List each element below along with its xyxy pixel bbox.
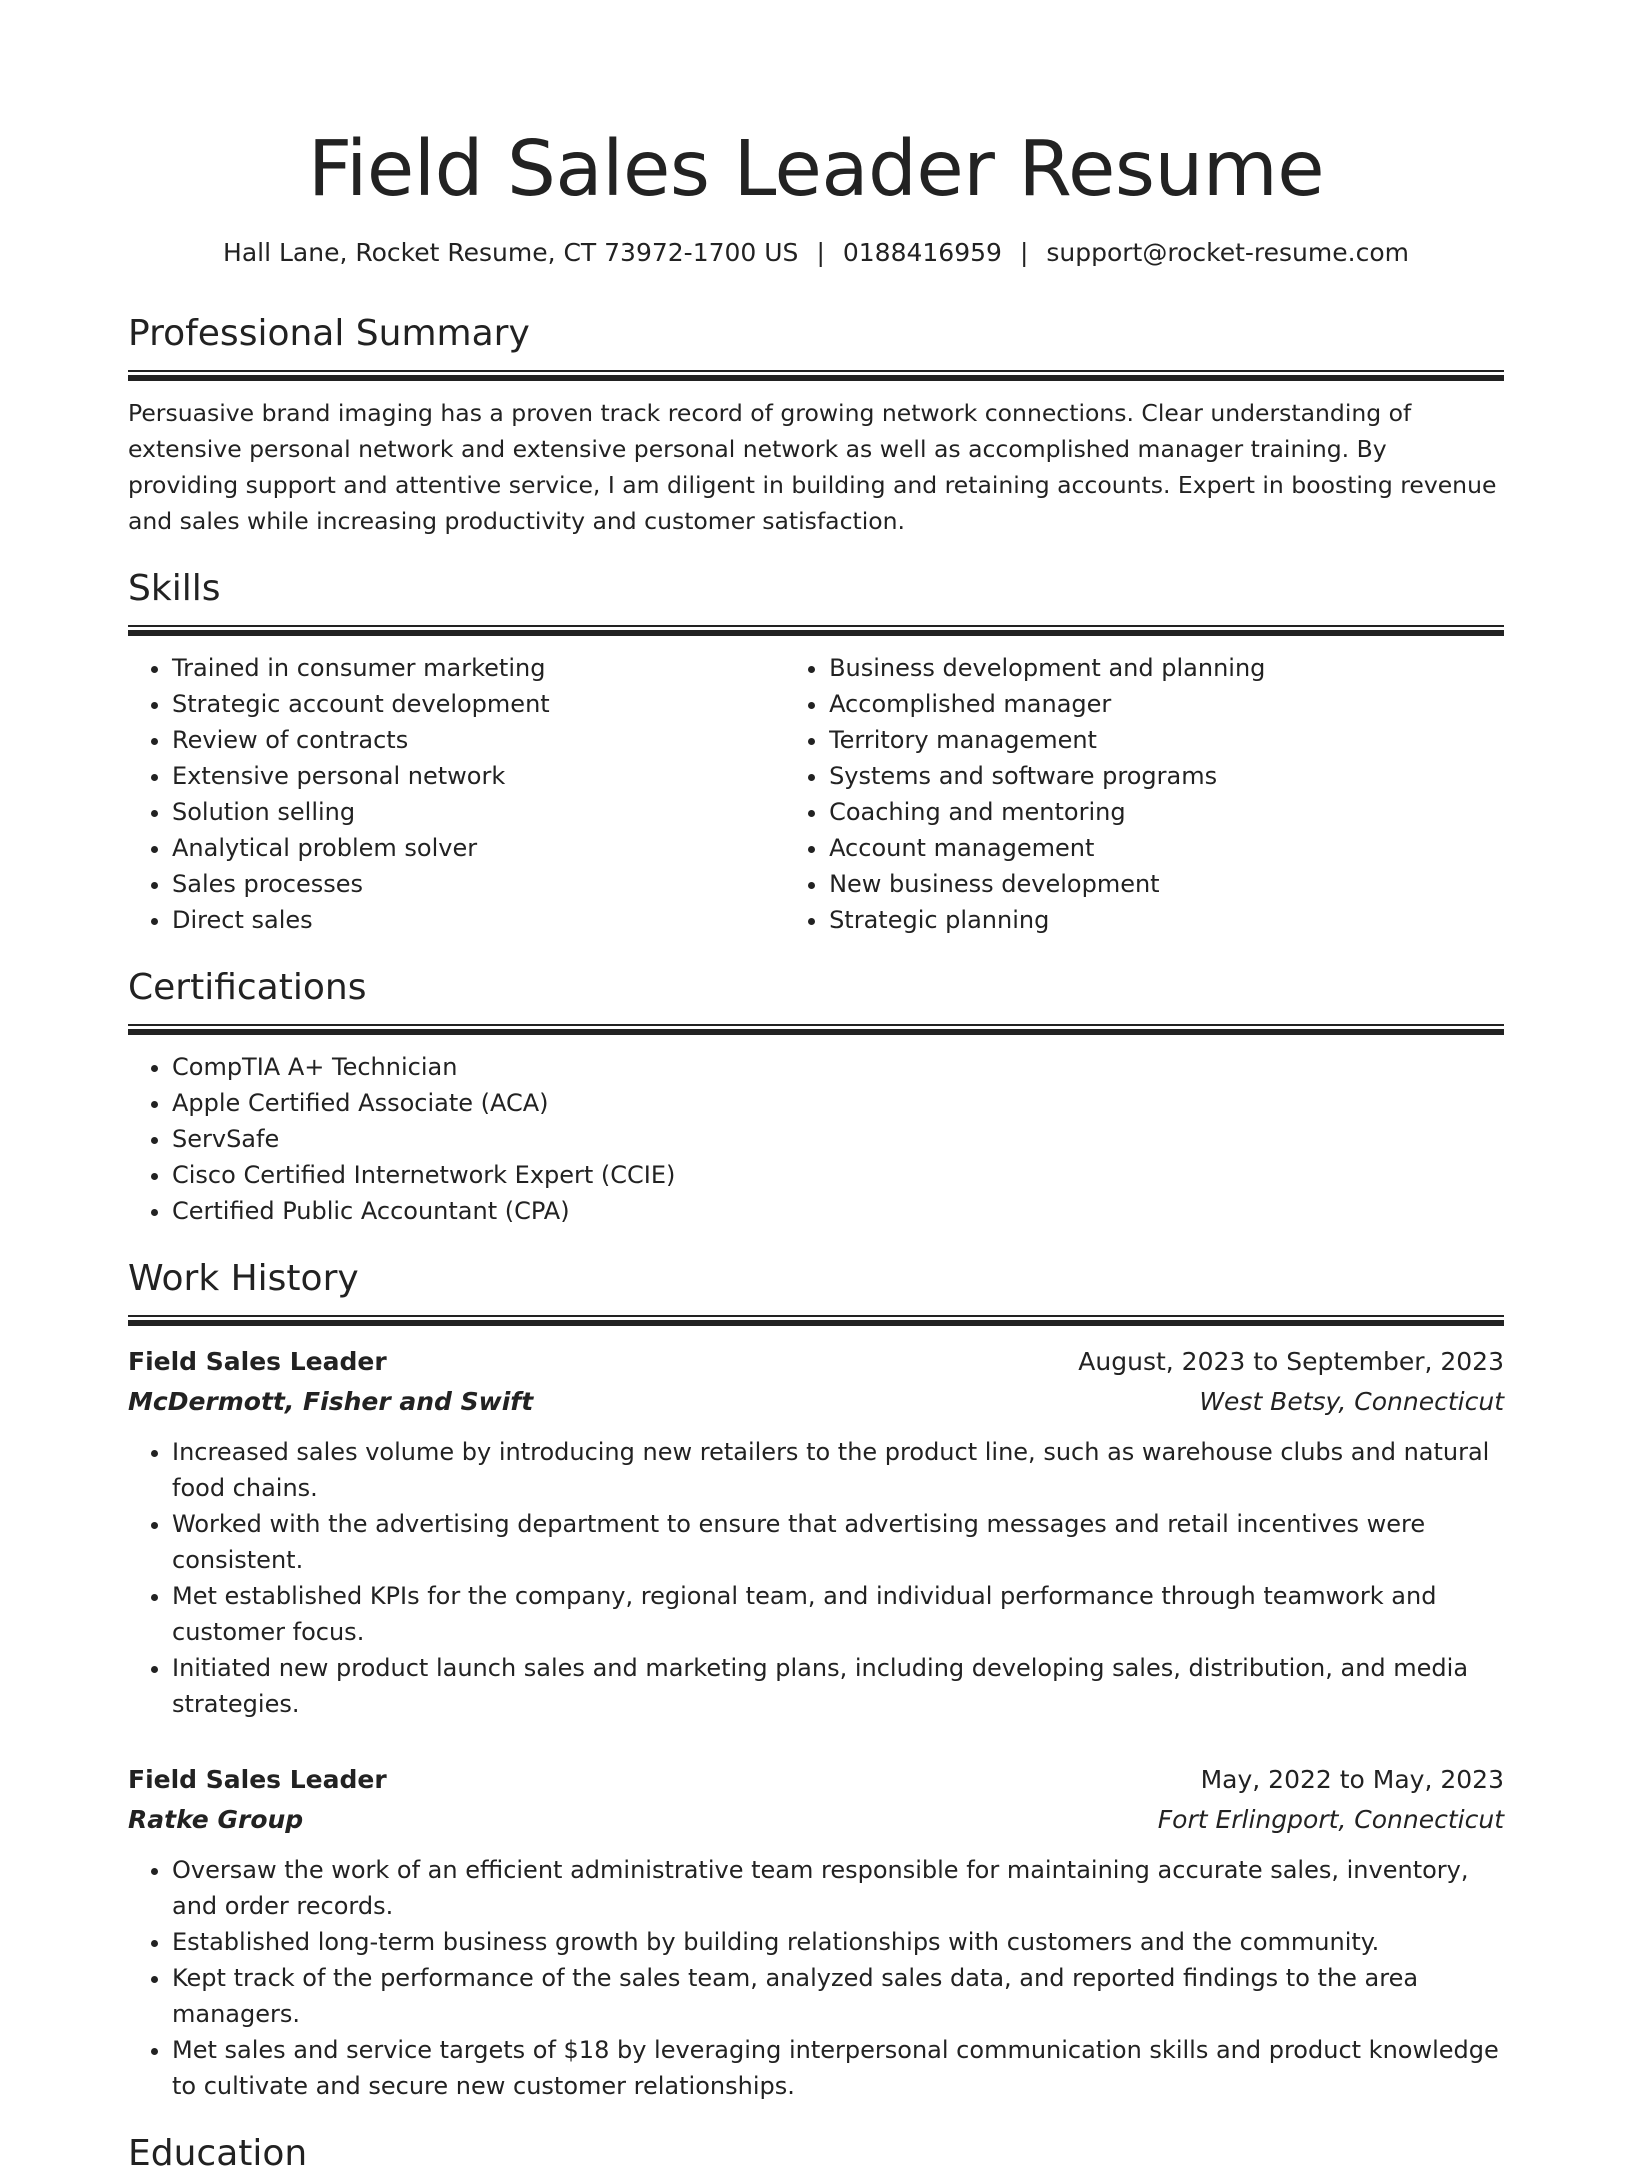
contact-email: support@rocket-resume.com — [1046, 238, 1409, 267]
skill-item: • Trained in consumer marketing — [172, 650, 785, 686]
job-header — [128, 1342, 1504, 1382]
skill-item: • Solution selling — [172, 794, 785, 830]
skill-item: • Strategic account development — [172, 686, 785, 722]
skill-item: • Accomplished manager — [829, 686, 1504, 722]
job-dates: May, 2022 to May, 2023 — [1200, 1765, 1504, 1794]
certifications-list — [128, 1049, 1504, 1229]
job-location: Fort Erlingport, Connecticut — [1157, 1805, 1504, 1834]
education-heading: Education — [128, 2133, 308, 2174]
job-header — [128, 1760, 1504, 1800]
skills-grid — [128, 650, 1504, 938]
skills-list-left — [128, 650, 785, 938]
job-entry — [128, 1342, 1504, 1722]
section-divider — [128, 370, 1504, 381]
job-bullet: • Met sales and service targets of $18 by leveraging interpersonal communication skills and product knowledge to cultivate and secure new customer relationships. — [172, 2032, 1504, 2104]
section-divider — [128, 1024, 1504, 1035]
job-location: West Betsy, Connecticut — [1199, 1387, 1504, 1416]
skill-item: • Extensive personal network — [172, 758, 785, 794]
job-bullet: • Oversaw the work of an efficient administrative team responsible for maintaining accurate sales, inventory, and order records. — [172, 1852, 1504, 1924]
contact-phone: 0188416959 — [842, 238, 1002, 267]
skill-item: • Account management — [829, 830, 1504, 866]
resume-page — [128, 0, 1504, 2178]
job-bullet: • Worked with the advertising department to ensure that advertising messages and retail incentives were consistent. — [172, 1506, 1504, 1578]
skill-item: • Sales processes — [172, 866, 785, 902]
summary-heading: Professional Summary — [128, 313, 530, 354]
job-title: Field Sales Leader — [128, 1347, 387, 1376]
skills-list-right — [785, 650, 1504, 938]
skill-item: • Territory management — [829, 722, 1504, 758]
certifications-heading: Certifications — [128, 967, 367, 1008]
section-divider — [128, 1315, 1504, 1326]
skills-heading: Skills — [128, 568, 221, 609]
contact-address: Hall Lane, Rocket Resume, CT 73972-1700 US — [223, 238, 799, 267]
summary-text: Persuasive brand imaging has a proven track record of growing network connections. Clear understanding of extensive personal network and extensive personal network as well as accomplished manager training. By providing support and attentive service, I am diligent in building and retaining accounts. Expert in boosting revenue and sales while increasing productivity and customer satisfaction. — [128, 399, 1497, 535]
skill-item: • Business development and planning — [829, 650, 1504, 686]
job-bullet: • Initiated new product launch sales and marketing plans, including developing sales, distribution, and media strategies. — [172, 1650, 1504, 1722]
job-subheader — [128, 1800, 1504, 1840]
job-entry — [128, 1760, 1504, 2104]
job-subheader — [128, 1382, 1504, 1422]
skill-item: • Systems and software programs — [829, 758, 1504, 794]
job-title: Field Sales Leader — [128, 1765, 387, 1794]
certification-item: • CompTIA A+ Technician — [172, 1049, 1504, 1085]
resume-title: Field Sales Leader Resume — [307, 125, 1325, 214]
contact-separator: | — [1019, 238, 1029, 267]
skill-item: • New business development — [829, 866, 1504, 902]
job-bullet: • Met established KPIs for the company, regional team, and individual performance through teamwork and customer focus. — [172, 1578, 1504, 1650]
job-bullet: • Established long-term business growth by building relationships with customers and the community. — [172, 1924, 1504, 1960]
skill-item: • Strategic planning — [829, 902, 1504, 938]
job-bullet: • Increased sales volume by introducing new retailers to the product line, such as warehouse clubs and natural food chains. — [172, 1434, 1504, 1506]
certification-item: • Certified Public Accountant (CPA) — [172, 1193, 1504, 1229]
job-dates: August, 2023 to September, 2023 — [1078, 1347, 1504, 1376]
skill-item: • Review of contracts — [172, 722, 785, 758]
contact-separator: | — [816, 238, 825, 267]
certification-item: • Cisco Certified Internetwork Expert (CCIE) — [172, 1157, 1504, 1193]
job-bullets — [128, 1852, 1504, 2104]
skill-item: • Coaching and mentoring — [829, 794, 1504, 830]
skill-item: • Analytical problem solver — [172, 830, 785, 866]
skill-item: • Direct sales — [172, 902, 785, 938]
certification-item: • Apple Certified Associate (ACA) — [172, 1085, 1504, 1121]
job-company: McDermott, Fisher and Swift — [128, 1387, 534, 1416]
work-history-heading: Work History — [128, 1258, 359, 1299]
contact-line — [128, 236, 1504, 270]
job-company: Ratke Group — [128, 1805, 304, 1834]
job-bullet: • Kept track of the performance of the sales team, analyzed sales data, and reported findings to the area managers. — [172, 1960, 1504, 2032]
certification-item: • ServSafe — [172, 1121, 1504, 1157]
job-bullets — [128, 1434, 1504, 1722]
section-divider — [128, 625, 1504, 636]
